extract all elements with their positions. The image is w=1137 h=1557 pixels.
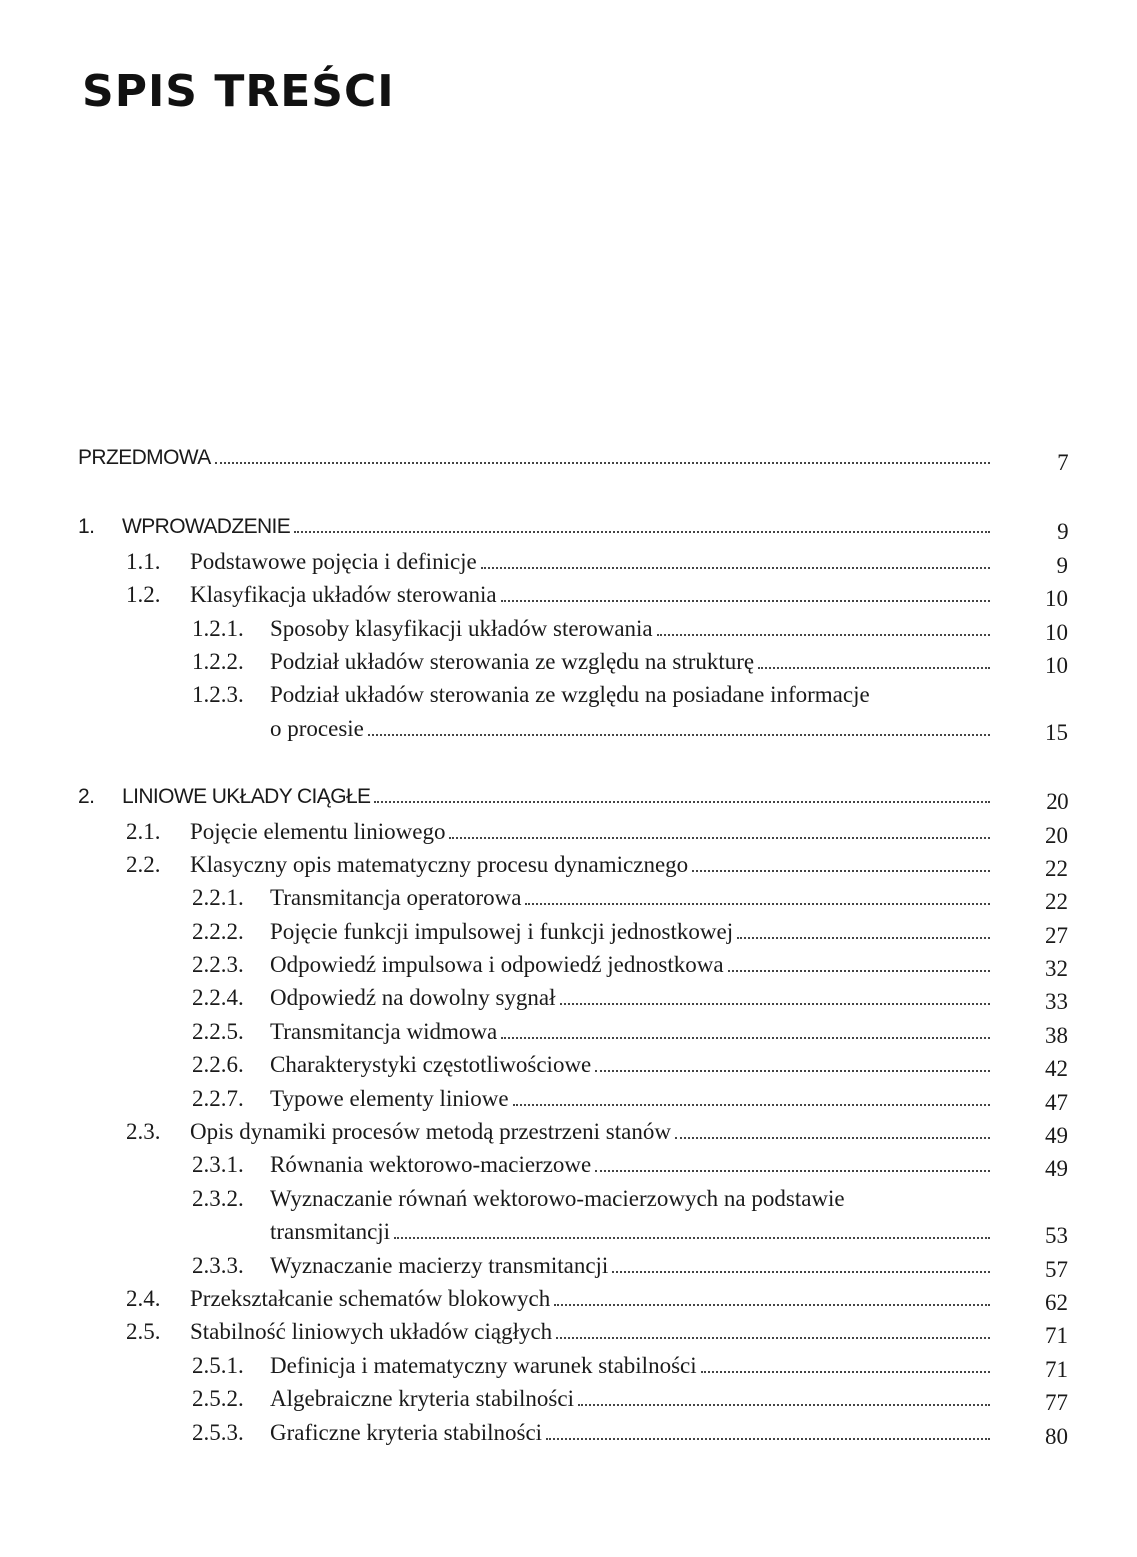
toc-entry-page: 49	[1045, 1123, 1068, 1149]
toc-leader-dots	[595, 1052, 990, 1072]
toc-entry-page: 15	[1045, 719, 1068, 745]
toc-entry-number: 2.1.	[126, 818, 161, 844]
toc-entry-number: 2.5.	[126, 1319, 161, 1345]
toc-entry-page: 10	[1045, 619, 1068, 645]
toc-entry	[78, 610, 1078, 643]
toc-entry-page: 10	[1045, 652, 1068, 678]
toc-entry	[78, 576, 1078, 612]
toc-entry	[78, 676, 1078, 709]
toc-leader-dots	[501, 1019, 990, 1039]
toc-entry	[78, 846, 1078, 879]
toc-leader-dots	[737, 919, 990, 939]
toc-entry-page: 27	[1045, 922, 1068, 948]
toc-entry	[78, 643, 1078, 676]
toc-leader-dots	[560, 985, 990, 1005]
toc-entry-page: 57	[1045, 1256, 1068, 1282]
toc-entry-title: WPROWADZENIE	[122, 515, 291, 539]
toc-entry-title: Charakterystyki częstotliwościowe	[270, 1052, 592, 1078]
toc-entry	[78, 543, 1078, 576]
toc-leader-dots	[595, 1152, 990, 1172]
toc-entry-number: 2.2.6.	[192, 1052, 244, 1078]
toc-entry-page: 71	[1045, 1356, 1068, 1382]
toc-entry-number: 2.2.2.	[192, 918, 244, 944]
toc-entry	[78, 979, 1078, 1015]
toc-entry	[78, 813, 1078, 846]
toc-entry	[78, 1280, 1078, 1313]
toc-leader-dots	[612, 1253, 990, 1273]
toc-entry-page: 9	[1056, 552, 1068, 578]
toc-leader-dots	[513, 1086, 990, 1106]
toc-entry	[78, 913, 1078, 946]
toc-entry-number: 2.5.3.	[192, 1419, 244, 1445]
toc-entry	[78, 1313, 1078, 1349]
table-of-contents	[78, 440, 1078, 1447]
toc-entry-number: 2.4.	[126, 1285, 161, 1311]
toc-entry-page: 33	[1045, 989, 1068, 1015]
toc-entry-page: 77	[1045, 1390, 1068, 1416]
toc-leader-dots	[728, 952, 990, 972]
toc-entry-title: Odpowiedź na dowolny sygnał	[270, 985, 556, 1011]
toc-entry-number: 2.5.2.	[192, 1386, 244, 1412]
toc-entry-title: Klasyczny opis matematyczny procesu dynamicznego	[190, 851, 689, 877]
toc-entry	[78, 710, 1078, 743]
toc-entry-number: 2.2.1.	[192, 885, 244, 911]
toc-entry-title: Transmitancja operatorowa	[270, 885, 522, 911]
toc-entry	[78, 1080, 1078, 1113]
toc-entry	[78, 1046, 1078, 1082]
toc-entry-title: Podstawowe pojęcia i definicje	[190, 548, 477, 574]
toc-entry-page: 71	[1045, 1323, 1068, 1349]
toc-entry-number: 2.3.3.	[192, 1252, 244, 1278]
toc-entry	[78, 946, 1078, 982]
toc-entry-page: 7	[1057, 450, 1068, 475]
toc-entry-number: 2.	[78, 785, 95, 809]
toc-entry-number: 1.2.3.	[192, 682, 244, 708]
toc-entry-title: Stabilność liniowych układów ciągłych	[190, 1319, 553, 1345]
toc-entry-page: 20	[1046, 789, 1068, 815]
toc-entry-title: Transmitancja widmowa	[270, 1018, 498, 1044]
toc-entry-title: Wyznaczanie macierzy transmitancji	[270, 1252, 609, 1278]
toc-entry-number: 1.2.	[126, 582, 161, 608]
toc-entry-title: Typowe elementy liniowe	[270, 1085, 509, 1111]
toc-entry-page: 20	[1045, 822, 1068, 848]
toc-leader-dots	[546, 1420, 990, 1440]
toc-entry-page: 9	[1057, 519, 1068, 545]
toc-leader-dots	[556, 1319, 990, 1339]
toc-entry-title: Podział układów sterowania ze względu na strukturę	[270, 648, 755, 674]
toc-entry-title: Podział układów sterowania ze względu na posiadane informacje	[270, 682, 870, 708]
toc-entry-number: 2.2.	[126, 851, 161, 877]
toc-entry-title: LINIOWE UKŁADY CIĄGŁE	[122, 785, 371, 809]
toc-entry-title: PRZEDMOWA	[78, 446, 211, 469]
toc-leader-dots	[481, 549, 990, 569]
toc-entry-page: 42	[1045, 1056, 1068, 1082]
toc-entry-page: 80	[1045, 1423, 1068, 1449]
toc-leader-dots	[368, 716, 990, 736]
toc-entry	[78, 1380, 1078, 1416]
toc-leader-dots	[758, 649, 990, 669]
toc-entry-title: Klasyfikacja układów sterowania	[190, 582, 497, 608]
toc-entry-page: 22	[1045, 889, 1068, 915]
toc-entry	[78, 879, 1078, 915]
toc-section-gap	[78, 473, 1078, 509]
toc-entry-title: Przekształcanie schematów blokowych	[190, 1285, 551, 1311]
toc-entry	[78, 1247, 1078, 1280]
toc-entry-page: 49	[1045, 1156, 1068, 1182]
toc-leader-dots	[215, 446, 990, 464]
toc-entry	[78, 1146, 1078, 1182]
toc-entry	[78, 1180, 1078, 1213]
toc-entry-title: Odpowiedź impulsowa i odpowiedź jednostkowa	[270, 952, 724, 978]
toc-leader-dots	[554, 1286, 990, 1306]
toc-entry-title: Sposoby klasyfikacji układów sterowania	[270, 615, 653, 641]
toc-entry-page: 53	[1045, 1223, 1068, 1249]
toc-entry-number: 2.2.4.	[192, 985, 244, 1011]
toc-entry	[78, 1414, 1078, 1447]
toc-entry	[78, 1213, 1078, 1249]
toc-entry-title: Pojęcie elementu liniowego	[190, 818, 446, 844]
toc-entry-title: Algebraiczne kryteria stabilności	[270, 1386, 574, 1412]
toc-entry-number: 2.3.2.	[192, 1185, 244, 1211]
toc-entry-title: o procesie	[270, 715, 364, 741]
toc-leader-dots	[692, 852, 990, 872]
toc-entry-title: Graficzne kryteria stabilności	[270, 1419, 543, 1445]
toc-entry-title: Pojęcie funkcji impulsowej i funkcji jednostkowej	[270, 918, 734, 944]
toc-section-gap	[78, 743, 1078, 779]
toc-entry	[78, 779, 1078, 815]
toc-entry-number: 2.2.3.	[192, 952, 244, 978]
toc-leader-dots	[394, 1219, 990, 1239]
toc-entry	[78, 1113, 1078, 1149]
toc-entry-page: 10	[1045, 586, 1068, 612]
toc-entry-number: 2.2.7.	[192, 1085, 244, 1111]
toc-entry-number: 1.	[78, 515, 95, 539]
toc-leader-dots	[578, 1386, 990, 1406]
toc-entry-title: transmitancji	[270, 1219, 391, 1245]
toc-entry-page: 47	[1045, 1089, 1068, 1115]
toc-entry	[78, 440, 1078, 473]
toc-entry-title: Równania wektorowo-macierzowe	[270, 1152, 592, 1178]
toc-entry-number: 2.3.1.	[192, 1152, 244, 1178]
toc-entry-page: 38	[1045, 1022, 1068, 1048]
toc-entry-title: Opis dynamiki procesów metodą przestrzeni stanów	[190, 1119, 671, 1145]
toc-entry-number: 1.2.2.	[192, 648, 244, 674]
toc-leader-dots	[701, 1353, 990, 1373]
toc-entry-title: Definicja i matematyczny warunek stabilności	[270, 1352, 697, 1378]
toc-leader-dots	[525, 885, 990, 905]
toc-entry-number: 2.2.5.	[192, 1018, 244, 1044]
toc-entry	[78, 1347, 1078, 1380]
toc-leader-dots	[294, 515, 990, 533]
toc-leader-dots	[374, 785, 990, 803]
toc-entry	[78, 509, 1078, 545]
toc-entry-title: Wyznaczanie równań wektorowo-macierzowych na podstawie	[270, 1185, 845, 1211]
toc-entry	[78, 1013, 1078, 1046]
page-title: SPIS TREŚCI	[82, 66, 395, 117]
toc-leader-dots	[657, 616, 990, 636]
toc-entry-page: 32	[1045, 956, 1068, 982]
toc-entry-number: 1.1.	[126, 548, 161, 574]
toc-entry-number: 2.5.1.	[192, 1352, 244, 1378]
toc-leader-dots	[501, 582, 990, 602]
toc-entry-number: 1.2.1.	[192, 615, 244, 641]
toc-entry-number: 2.3.	[126, 1119, 161, 1145]
toc-entry-page: 22	[1045, 855, 1068, 881]
toc-entry-page: 62	[1045, 1289, 1068, 1315]
toc-leader-dots	[449, 819, 990, 839]
toc-leader-dots	[675, 1119, 990, 1139]
